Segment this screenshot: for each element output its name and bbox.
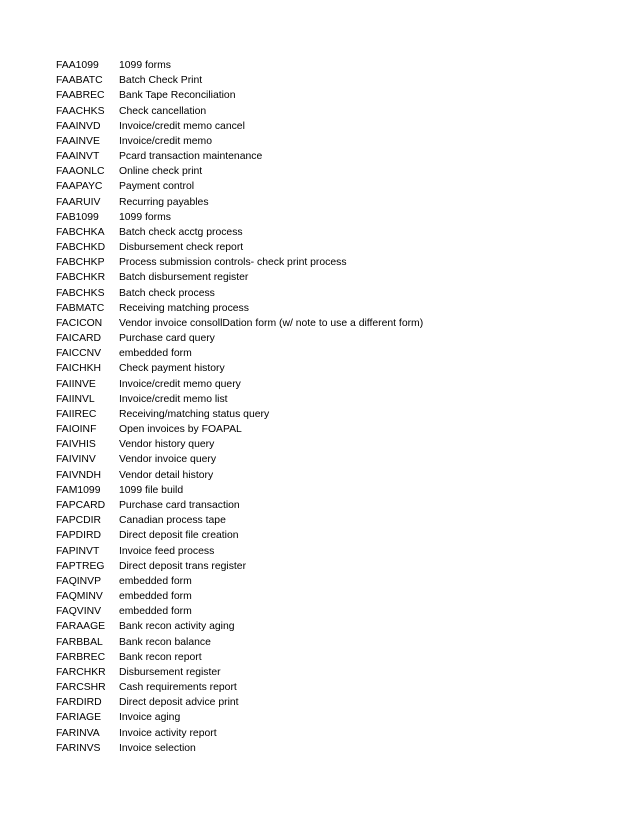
form-description: embedded form	[119, 606, 192, 618]
list-item	[56, 498, 616, 513]
form-code: FABCHKS	[56, 287, 105, 299]
list-item	[56, 104, 616, 119]
list-item	[56, 195, 616, 210]
form-description: embedded form	[119, 348, 192, 360]
form-code: FABCHKR	[56, 272, 106, 284]
form-code: FARIAGE	[56, 712, 102, 724]
form-description: Check payment history	[119, 363, 225, 375]
form-code: FAABREC	[56, 90, 105, 102]
form-code: FAIVHIS	[56, 439, 96, 451]
form-code: FAICARD	[56, 333, 102, 345]
form-code: FARCHKR	[56, 666, 106, 678]
list-item	[56, 361, 616, 376]
list-item	[56, 559, 616, 574]
form-description: Invoice feed process	[119, 545, 215, 557]
form-description: embedded form	[119, 591, 192, 603]
form-code: FABCHKP	[56, 257, 105, 269]
form-description: Recurring payables	[119, 196, 209, 208]
list-item	[56, 240, 616, 255]
form-description: Invoice activity report	[119, 727, 217, 739]
form-code: FAIINVE	[56, 378, 96, 390]
list-item	[56, 179, 616, 194]
list-item	[56, 619, 616, 634]
form-code: FAPTREG	[56, 560, 105, 572]
form-code: FAPDIRD	[56, 530, 102, 542]
form-code: FAAINVT	[56, 151, 100, 163]
form-code: FAM1099	[56, 484, 101, 496]
form-code: FAAONLC	[56, 166, 105, 178]
form-description: Direct deposit trans register	[119, 560, 247, 572]
list-item	[56, 331, 616, 346]
form-description: Vendor history query	[119, 439, 215, 451]
list-item	[56, 574, 616, 589]
list-item	[56, 210, 616, 225]
form-description: Purchase card transaction	[119, 499, 240, 511]
form-description: Bank recon balance	[119, 636, 211, 648]
form-code: FARBBAL	[56, 636, 103, 648]
list-item	[56, 73, 616, 88]
list-item	[56, 589, 616, 604]
form-code: FARBREC	[56, 651, 106, 663]
form-description: 1099 forms	[119, 211, 171, 223]
list-item	[56, 88, 616, 103]
form-description: 1099 forms	[119, 60, 171, 71]
form-code: FAB1099	[56, 211, 99, 223]
form-code: FABMATC	[56, 302, 105, 314]
form-code: FAICHKH	[56, 363, 102, 375]
form-description: Bank Tape Reconciliation	[119, 90, 236, 102]
list-item	[56, 286, 616, 301]
form-code: FAIINVL	[56, 393, 95, 405]
form-description: Disbursement register	[119, 666, 221, 678]
list-item	[56, 225, 616, 240]
list-item	[56, 392, 616, 407]
form-description: Batch Check Print	[119, 75, 203, 87]
form-description: Bank recon report	[119, 651, 202, 663]
form-description: Vendor invoice query	[119, 454, 217, 466]
form-description: Batch check process	[119, 287, 215, 299]
form-code: FARDIRD	[56, 697, 102, 709]
form-code: FAPINVT	[56, 545, 100, 557]
form-description: embedded form	[119, 575, 192, 587]
form-description: Direct deposit advice print	[119, 697, 239, 709]
form-code: FAQVINV	[56, 606, 102, 618]
list-item	[56, 710, 616, 725]
list-item	[56, 468, 616, 483]
list-item	[56, 528, 616, 543]
form-description: Invoice/credit memo query	[119, 378, 241, 390]
list-item	[56, 270, 616, 285]
form-code: FAARUIV	[56, 196, 101, 208]
form-description: Online check print	[119, 166, 203, 178]
form-description: Canadian process tape	[119, 515, 226, 527]
form-description: Pcard transaction maintenance	[119, 151, 263, 163]
form-description: Receiving matching process	[119, 302, 249, 314]
list-item	[56, 149, 616, 164]
form-code: FAAINVD	[56, 120, 101, 132]
form-code: FARCSHR	[56, 682, 106, 694]
form-description: Invoice/credit memo	[119, 135, 212, 147]
form-code: FAACHKS	[56, 105, 105, 117]
form-code: FAICCNV	[56, 348, 102, 360]
form-code: FAPCDIR	[56, 515, 102, 527]
list-item	[56, 665, 616, 680]
list-item	[56, 741, 616, 756]
list-item	[56, 695, 616, 710]
form-code: FAAINVE	[56, 135, 100, 147]
list-item	[56, 452, 616, 467]
form-description: Cash requirements report	[119, 682, 237, 694]
list-item	[56, 119, 616, 134]
form-code: FAIIREC	[56, 408, 97, 420]
form-description: Batch check acctg process	[119, 226, 243, 238]
list-item	[56, 58, 616, 73]
form-code: FAA1099	[56, 60, 99, 71]
form-description: Invoice/credit memo list	[119, 393, 228, 405]
form-description: Process submission controls- check print process	[119, 257, 347, 269]
form-description: Direct deposit file creation	[119, 530, 239, 542]
form-code: FABCHKD	[56, 242, 106, 254]
form-description: Vendor detail history	[119, 469, 214, 481]
form-description: Vendor invoice consollDation form (w/ note to use a different form)	[119, 317, 424, 329]
form-code: FABCHKA	[56, 226, 105, 238]
form-code: FAIVINV	[56, 454, 96, 466]
form-description: 1099 file build	[119, 484, 184, 496]
form-code-list	[56, 58, 616, 756]
form-code: FAIVNDH	[56, 469, 102, 481]
form-code: FAIOINF	[56, 424, 97, 436]
list-item	[56, 301, 616, 316]
list-item	[56, 422, 616, 437]
form-code: FAQMINV	[56, 591, 103, 603]
form-description: Receiving/matching status query	[119, 408, 270, 420]
form-description: Payment control	[119, 181, 195, 193]
form-code: FARAAGE	[56, 621, 106, 633]
list-item	[56, 437, 616, 452]
form-code: FAPCARD	[56, 499, 106, 511]
form-code: FAAPAYC	[56, 181, 103, 193]
form-description: Open invoices by FOAPAL	[119, 424, 242, 436]
list-item	[56, 635, 616, 650]
list-item	[56, 407, 616, 422]
list-item	[56, 544, 616, 559]
form-description: Disbursement check report	[119, 242, 244, 254]
list-item	[56, 134, 616, 149]
form-description: Invoice aging	[119, 712, 181, 724]
form-description: Invoice/credit memo cancel	[119, 120, 245, 132]
list-item	[56, 726, 616, 741]
list-item	[56, 650, 616, 665]
form-code: FAABATC	[56, 75, 103, 87]
list-item	[56, 346, 616, 361]
list-item	[56, 377, 616, 392]
list-item	[56, 316, 616, 331]
form-description: Purchase card query	[119, 333, 215, 345]
form-code: FAQINVP	[56, 575, 102, 587]
list-item	[56, 255, 616, 270]
list-item	[56, 604, 616, 619]
form-description: Invoice selection	[119, 742, 196, 754]
form-description: Batch disbursement register	[119, 272, 249, 284]
form-code: FACICON	[56, 317, 103, 329]
form-code: FARINVS	[56, 742, 101, 754]
list-item	[56, 483, 616, 498]
form-description: Check cancellation	[119, 105, 207, 117]
form-description: Bank recon activity aging	[119, 621, 235, 633]
list-item	[56, 164, 616, 179]
list-item	[56, 680, 616, 695]
list-item	[56, 513, 616, 528]
form-code: FARINVA	[56, 727, 100, 739]
